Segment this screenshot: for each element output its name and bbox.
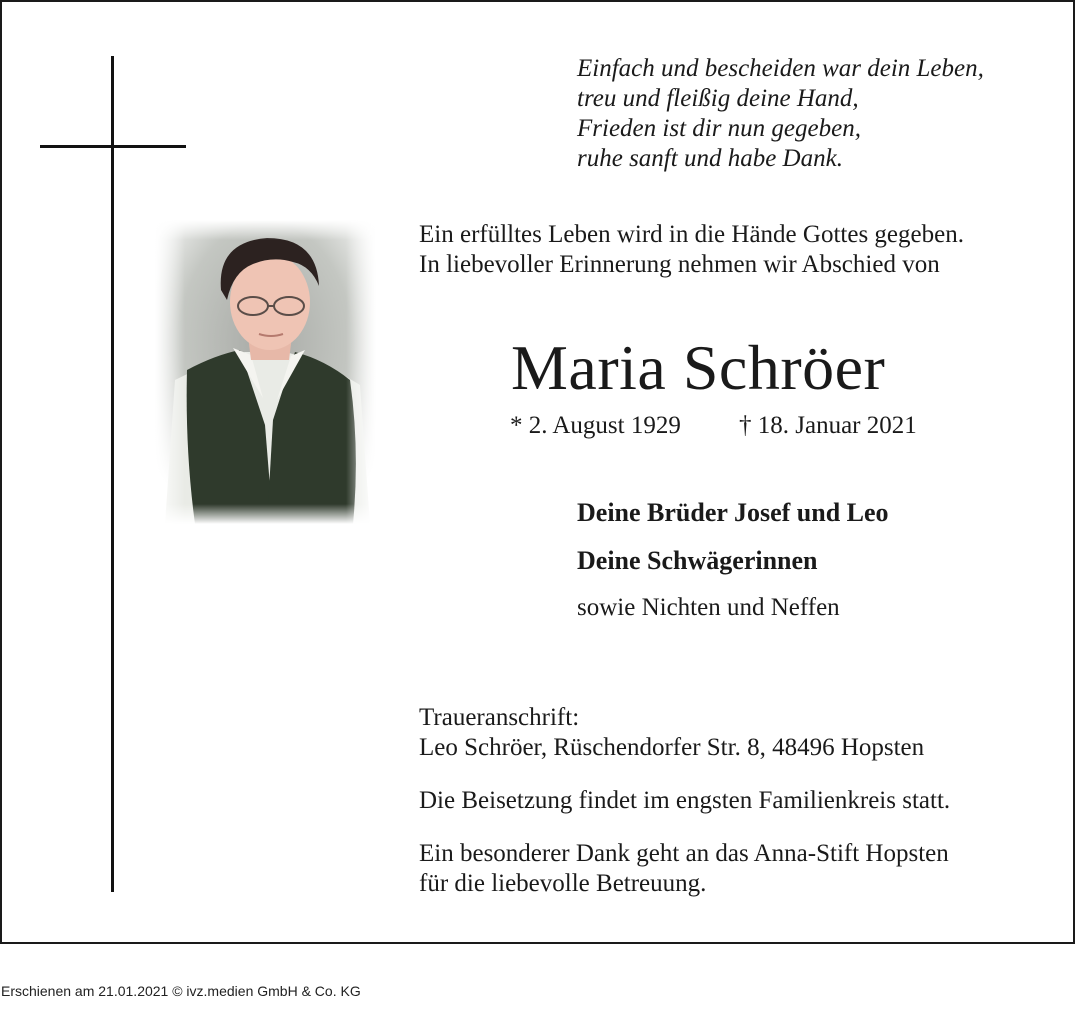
burial-note [419,786,950,816]
publication-footer: Erschienen am 21.01.2021 © ivz.medien GmbH & Co. KG [1,983,361,999]
mourners-sisters-in-law: Deine Schwägerinnen [577,546,818,575]
mourners-brothers: Deine Brüder Josef und Leo [577,498,889,527]
poem [577,54,984,174]
intro-text [419,220,964,280]
mourning-address [419,703,924,763]
portrait-photo [155,220,376,524]
birth-date: * 2. August 1929 [510,412,681,439]
intro-line: In liebevoller Erinnerung nehmen wir Abschied von [419,251,940,278]
death-date: † 18. Januar 2021 [739,412,917,439]
thanks-line: für die liebevolle Betreuung. [419,870,707,897]
poem-line: ruhe sanft und habe Dank. [577,145,843,172]
cross-vertical-bar [111,56,114,892]
thanks-line: Ein besonderer Dank geht an das Anna-Stift Hopsten [419,840,949,867]
burial-text: Die Beisetzung findet im engsten Familienkreis statt. [419,787,951,814]
address-value: Leo Schröer, Rüschendorfer Str. 8, 48496 Hopsten [419,734,925,761]
poem-line: Frieden ist dir nun gegeben, [577,115,861,142]
intro-line: Ein erfülltes Leben wird in die Hände Gottes gegeben. [419,221,964,248]
address-label: Traueranschrift: [419,704,580,731]
thanks-note [419,839,949,899]
mourners-nieces-nephews: sowie Nichten und Neffen [577,594,840,621]
deceased-name: Maria Schröer [511,332,886,403]
poem-line: treu und fleißig deine Hand, [577,85,859,112]
poem-line: Einfach und bescheiden war dein Leben, [577,55,984,82]
cross-horizontal-bar [40,145,186,148]
